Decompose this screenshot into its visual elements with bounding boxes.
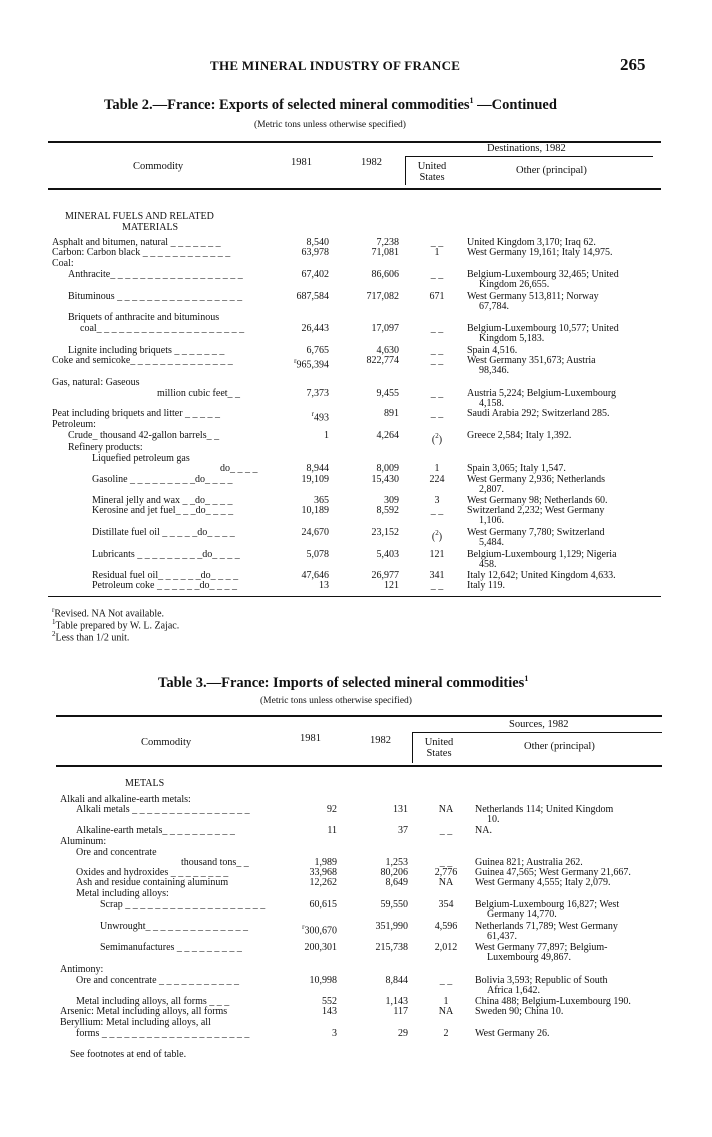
value-united-states: _ _ bbox=[439, 857, 453, 868]
value-1981: 7,373 bbox=[306, 388, 329, 399]
table3-footnote: See footnotes at end of table. bbox=[70, 1049, 187, 1060]
commodity-label: MINERAL FUELS AND RELATED bbox=[65, 211, 214, 222]
other-destination: 4,158. bbox=[479, 398, 504, 409]
other-destination: Kingdom 26,655. bbox=[479, 279, 550, 290]
other-destination: Belgium-Luxembourg 1,129; Nigeria bbox=[467, 549, 617, 560]
value-united-states: _ _ bbox=[430, 355, 444, 366]
value-united-states: 121 bbox=[429, 549, 445, 560]
value-1981: 1 bbox=[324, 430, 329, 441]
value-1981: 63,978 bbox=[301, 247, 329, 258]
value-1981: 687,584 bbox=[296, 291, 329, 302]
value-1982: 71,081 bbox=[371, 247, 399, 258]
other-destination: Belgium-Luxembourg 10,577; United bbox=[467, 323, 619, 334]
value-united-states: _ _ bbox=[430, 345, 444, 356]
other-destination: West Germany 98; Netherlands 60. bbox=[467, 495, 608, 506]
table2-title bbox=[104, 96, 557, 114]
value-1981: 552 bbox=[322, 996, 337, 1007]
other-destination: West Germany 2,936; Netherlands bbox=[467, 474, 606, 485]
value-1982: 351,990 bbox=[375, 921, 408, 932]
table2-title-suffix: —Continued bbox=[473, 96, 557, 113]
other-destination: Greece 2,584; Italy 1,392. bbox=[467, 430, 572, 441]
value-united-states: _ _ bbox=[439, 975, 453, 986]
table3-header-commodity: Commodity bbox=[141, 737, 192, 748]
other-destination: West Germany 4,555; Italy 2,079. bbox=[475, 877, 611, 888]
value-united-states: ($^2$) bbox=[431, 529, 443, 543]
table3-vrule bbox=[412, 733, 413, 763]
commodity-label: Asphalt and bitumen, natural _ _ _ _ _ _ _ bbox=[52, 237, 221, 248]
table3-subtitle: (Metric tons unless otherwise specified) bbox=[260, 696, 412, 706]
value-united-states: _ _ bbox=[430, 269, 444, 280]
other-destination: 61,437. bbox=[487, 931, 517, 942]
value-1981: 6,765 bbox=[306, 345, 329, 356]
value-1981: 143 bbox=[322, 1006, 337, 1017]
value-1981: 8,540 bbox=[306, 237, 329, 248]
table3-title-text: Table 3.—France: Imports of selected mineral commodities bbox=[158, 674, 525, 691]
value-united-states: _ _ bbox=[430, 388, 444, 399]
other-destination: Italy 12,642; United Kingdom 4,633. bbox=[467, 570, 616, 581]
commodity-label: Kerosine and jet fuel_ _ _do_ _ _ _ bbox=[92, 505, 234, 516]
value-1982: 1,253 bbox=[385, 857, 408, 868]
value-1982: 4,264 bbox=[376, 430, 399, 441]
table3-header-1981: 1981 bbox=[300, 733, 321, 744]
commodity-label: Alkali and alkaline-earth metals: bbox=[60, 794, 191, 805]
other-destination: Germany 14,770. bbox=[487, 909, 557, 920]
commodity-label: Oxides and hydroxides _ _ _ _ _ _ _ _ bbox=[76, 867, 229, 878]
other-destination: Italy 119. bbox=[467, 580, 505, 591]
table3-header-1982: 1982 bbox=[370, 735, 391, 746]
value-1981: 13 bbox=[319, 580, 329, 591]
other-destination: West Germany 19,161; Italy 14,975. bbox=[467, 247, 613, 258]
commodity-label: Petroleum: bbox=[52, 419, 96, 430]
commodity-label: Liquefied petroleum gas bbox=[92, 453, 190, 464]
other-destination: 1,106. bbox=[479, 515, 504, 526]
value-1981: 33,968 bbox=[309, 867, 337, 878]
commodity-label: Carbon: Carbon black _ _ _ _ _ _ _ _ _ _ _ _ bbox=[52, 247, 231, 258]
commodity-label: MATERIALS bbox=[122, 222, 179, 233]
table2-top-rule bbox=[48, 141, 661, 143]
commodity-label: Peat including briquets and litter _ _ _ _ _ bbox=[52, 408, 221, 419]
value-united-states: 224 bbox=[429, 474, 445, 485]
table2-subtitle: (Metric tons unless otherwise specified) bbox=[254, 120, 406, 130]
table2-vrule bbox=[405, 157, 406, 185]
value-united-states: 4,596 bbox=[434, 921, 458, 932]
value-united-states: _ _ bbox=[439, 825, 453, 836]
value-1982: 26,977 bbox=[371, 570, 399, 581]
commodity-label: Gas, natural: Gaseous bbox=[52, 377, 140, 388]
value-united-states: _ _ bbox=[430, 408, 444, 419]
value-1982: 7,238 bbox=[376, 237, 399, 248]
table3-group-header: Sources, 1982 bbox=[509, 719, 569, 730]
commodity-label: Anthracite_ _ _ _ _ _ _ _ _ _ _ _ _ _ _ _ _ _ bbox=[68, 269, 243, 280]
value-1982: 131 bbox=[393, 804, 408, 815]
table3-header-us-1: United bbox=[424, 737, 454, 748]
value-united-states: 1 bbox=[434, 247, 440, 258]
value-1982: 8,009 bbox=[376, 463, 399, 474]
table3-header-other: Other (principal) bbox=[524, 741, 595, 752]
other-destination: Spain 4,516. bbox=[467, 345, 518, 356]
commodity-label: Scrap _ _ _ _ _ _ _ _ _ _ _ _ _ _ _ _ _ _ _ bbox=[100, 899, 266, 910]
value-1981: 47,646 bbox=[301, 570, 329, 581]
other-destination: Netherlands 71,789; West Germany bbox=[475, 921, 618, 932]
value-1982: 80,206 bbox=[380, 867, 408, 878]
footnote: $^r$Revised. NA Not available. bbox=[52, 606, 165, 620]
value-1982: 23,152 bbox=[371, 527, 399, 538]
other-destination: Belgium-Luxembourg 16,827; West bbox=[475, 899, 620, 910]
commodity-label: Coke and semicoke_ _ _ _ _ _ _ _ _ _ _ _ _ _ bbox=[52, 355, 233, 366]
value-1981: 11 bbox=[327, 825, 337, 836]
value-united-states: NA bbox=[438, 1006, 454, 1017]
table3-header-us-2: States bbox=[426, 748, 452, 759]
value-united-states: _ _ bbox=[430, 323, 444, 334]
value-1982: 4,630 bbox=[376, 345, 399, 356]
value-1982: 8,592 bbox=[376, 505, 399, 516]
value-1982: 5,403 bbox=[376, 549, 399, 560]
value-1981: 1,989 bbox=[314, 857, 337, 868]
value-1982: 8,844 bbox=[385, 975, 408, 986]
commodity-label: Alkali metals _ _ _ _ _ _ _ _ _ _ _ _ _ _ _ _ bbox=[76, 804, 250, 815]
value-1982: 15,430 bbox=[371, 474, 399, 485]
other-destination: Guinea 821; Australia 262. bbox=[475, 857, 583, 868]
table2-header-us-1: United bbox=[417, 161, 447, 172]
commodity-label: Semimanufactures _ _ _ _ _ _ _ _ _ bbox=[100, 942, 242, 953]
value-1981: 5,078 bbox=[306, 549, 329, 560]
commodity-label: Refinery products: bbox=[68, 442, 143, 453]
commodity-label: Unwrought_ _ _ _ _ _ _ _ _ _ _ _ _ _ bbox=[100, 921, 249, 932]
table2-header-commodity: Commodity bbox=[133, 161, 184, 172]
value-1982: 215,738 bbox=[375, 942, 408, 953]
value-1982: 117 bbox=[393, 1006, 408, 1017]
commodity-label: Metal including alloys: bbox=[76, 888, 169, 899]
commodity-label: Lubricants _ _ _ _ _ _ _ _ _do_ _ _ _ bbox=[92, 549, 240, 560]
other-destination: Austria 5,224; Belgium-Luxembourg bbox=[467, 388, 616, 399]
value-united-states: 1 bbox=[443, 996, 449, 1007]
value-united-states: _ _ bbox=[430, 237, 444, 248]
table2-title-text: Table 2.—France: Exports of selected mineral commodities bbox=[104, 96, 470, 113]
value-united-states: 2 bbox=[443, 1028, 449, 1039]
value-1981: $^r$300,670 bbox=[302, 923, 337, 937]
table2-title-sup: 1 bbox=[469, 96, 474, 105]
value-1982: 9,455 bbox=[376, 388, 399, 399]
commodity-label: Residual fuel oil_ _ _ _ _ _do_ _ _ _ bbox=[92, 570, 239, 581]
value-1982: 59,550 bbox=[380, 899, 408, 910]
commodity-label: Briquets of anthracite and bituminous bbox=[68, 312, 220, 323]
value-1981: 26,443 bbox=[301, 323, 329, 334]
value-1982: 121 bbox=[384, 580, 399, 591]
value-1981: 8,944 bbox=[306, 463, 329, 474]
value-1982: 8,649 bbox=[385, 877, 408, 888]
value-1981: 60,615 bbox=[309, 899, 337, 910]
commodity-label: Antimony: bbox=[60, 964, 104, 975]
value-united-states: 354 bbox=[438, 899, 454, 910]
table3-group-rule bbox=[412, 732, 662, 733]
value-1981: $^r$965,394 bbox=[294, 357, 329, 371]
value-1982: 891 bbox=[384, 408, 399, 419]
footnote: $^1$Table prepared by W. L. Zajac. bbox=[52, 618, 180, 632]
value-united-states: _ _ bbox=[430, 505, 444, 516]
value-1982: 29 bbox=[398, 1028, 408, 1039]
commodity-label: do_ _ _ _ bbox=[220, 463, 258, 474]
other-destination: 67,784. bbox=[479, 301, 509, 312]
commodity-label: forms _ _ _ _ _ _ _ _ _ _ _ _ _ _ _ _ _ _ _ _ bbox=[76, 1028, 250, 1039]
value-1981: 24,670 bbox=[301, 527, 329, 538]
value-united-states: 2,012 bbox=[434, 942, 458, 953]
value-united-states: NA bbox=[438, 877, 454, 888]
table2-header-rule bbox=[48, 188, 661, 190]
commodity-label: Arsenic: Metal including alloys, all forms bbox=[60, 1006, 228, 1017]
value-united-states: NA bbox=[438, 804, 454, 815]
value-united-states: _ _ bbox=[430, 580, 444, 591]
table3-title bbox=[158, 674, 528, 692]
other-destination: Netherlands 114; United Kingdom bbox=[475, 804, 614, 815]
other-destination: Guinea 47,565; West Germany 21,667. bbox=[475, 867, 631, 878]
value-1982: 37 bbox=[398, 825, 408, 836]
value-united-states: 671 bbox=[429, 291, 445, 302]
other-destination: 458. bbox=[479, 559, 497, 570]
value-1981: 3 bbox=[332, 1028, 337, 1039]
value-1982: 717,082 bbox=[366, 291, 399, 302]
other-destination: Saudi Arabia 292; Switzerland 285. bbox=[467, 408, 610, 419]
value-1981: $^r$493 bbox=[311, 410, 329, 424]
table2-group-rule bbox=[405, 156, 653, 157]
table2-header-1982: 1982 bbox=[361, 157, 382, 168]
table3-header-rule bbox=[56, 765, 662, 767]
commodity-label: Lignite including briquets _ _ _ _ _ _ _ bbox=[68, 345, 225, 356]
footnote: $^2$Less than 1/2 unit. bbox=[52, 630, 130, 644]
commodity-label: Distillate fuel oil _ _ _ _ _do_ _ _ _ bbox=[92, 527, 235, 538]
value-united-states: 341 bbox=[429, 570, 445, 581]
other-destination: Belgium-Luxembourg 32,465; United bbox=[467, 269, 619, 280]
commodity-label: Alkaline-earth metals_ _ _ _ _ _ _ _ _ _ bbox=[76, 825, 235, 836]
other-destination: China 488; Belgium-Luxembourg 190. bbox=[475, 996, 631, 1007]
value-1981: 10,189 bbox=[301, 505, 329, 516]
commodity-label: coal_ _ _ _ _ _ _ _ _ _ _ _ _ _ _ _ _ _ _ _ bbox=[80, 323, 245, 334]
value-1982: 17,097 bbox=[371, 323, 399, 334]
other-destination: Switzerland 2,232; West Germany bbox=[467, 505, 605, 516]
table2-header-1981: 1981 bbox=[291, 157, 312, 168]
commodity-label: Gasoline _ _ _ _ _ _ _ _ _do_ _ _ _ bbox=[92, 474, 233, 485]
other-destination: 10. bbox=[487, 814, 500, 825]
other-destination: West Germany 7,780; Switzerland bbox=[467, 527, 605, 538]
other-destination: West Germany 513,811; Norway bbox=[467, 291, 599, 302]
value-1981: 365 bbox=[314, 495, 329, 506]
value-1981: 12,262 bbox=[309, 877, 337, 888]
page-number: 265 bbox=[620, 55, 646, 74]
other-destination: West Germany 77,897; Belgium- bbox=[475, 942, 608, 953]
table2-bottom-rule bbox=[48, 596, 661, 597]
commodity-label: Ash and residue containing aluminum bbox=[76, 877, 229, 888]
other-destination: 5,484. bbox=[479, 537, 504, 548]
table2-header-us-2: States bbox=[419, 172, 445, 183]
commodity-label: Coal: bbox=[52, 258, 74, 269]
value-1981: 200,301 bbox=[304, 942, 337, 953]
value-1982: 86,606 bbox=[371, 269, 399, 280]
value-united-states: 3 bbox=[434, 495, 440, 506]
commodity-label: Crude_ thousand 42-gallon barrels_ _ bbox=[68, 430, 220, 441]
table3-top-rule bbox=[56, 715, 662, 717]
value-1981: 67,402 bbox=[301, 269, 329, 280]
value-united-states: 1 bbox=[434, 463, 440, 474]
other-destination: 2,807. bbox=[479, 484, 504, 495]
commodity-label: thousand tons_ _ bbox=[181, 857, 249, 868]
other-destination: Kingdom 5,183. bbox=[479, 333, 545, 344]
value-united-states: 2,776 bbox=[434, 867, 458, 878]
value-1981: 19,109 bbox=[301, 474, 329, 485]
other-destination: Bolivia 3,593; Republic of South bbox=[475, 975, 608, 986]
other-destination: West Germany 26. bbox=[475, 1028, 550, 1039]
other-destination: Spain 3,065; Italy 1,547. bbox=[467, 463, 566, 474]
running-head: THE MINERAL INDUSTRY OF FRANCE bbox=[210, 58, 461, 73]
value-1981: 10,998 bbox=[309, 975, 337, 986]
commodity-label: Beryllium: Metal including alloys, all bbox=[60, 1017, 211, 1028]
value-1982: 1,143 bbox=[385, 996, 408, 1007]
commodity-label: METALS bbox=[125, 778, 165, 789]
other-destination: Africa 1,642. bbox=[487, 985, 541, 996]
commodity-label: Ore and concentrate bbox=[76, 847, 157, 858]
value-1982: 309 bbox=[384, 495, 399, 506]
table3-title-sup: 1 bbox=[524, 674, 529, 683]
commodity-label: Ore and concentrate _ _ _ _ _ _ _ _ _ _ _ bbox=[76, 975, 240, 986]
other-destination: United Kingdom 3,170; Iraq 62. bbox=[467, 237, 596, 248]
other-destination: NA. bbox=[475, 825, 492, 836]
table2-header-other: Other (principal) bbox=[516, 165, 587, 176]
table2-group-header: Destinations, 1982 bbox=[487, 143, 566, 154]
commodity-label: Metal including alloys, all forms _ _ _ bbox=[76, 996, 230, 1007]
commodity-label: Petroleum coke _ _ _ _ _ _do_ _ _ _ bbox=[92, 580, 237, 591]
value-1982: 822,774 bbox=[366, 355, 399, 366]
other-destination: Sweden 90; China 10. bbox=[475, 1006, 564, 1017]
value-1981: 92 bbox=[327, 804, 337, 815]
commodity-label: million cubic feet_ _ bbox=[157, 388, 241, 399]
other-destination: Luxembourg 49,867. bbox=[487, 952, 571, 963]
commodity-label: Bituminous _ _ _ _ _ _ _ _ _ _ _ _ _ _ _ _ _ bbox=[68, 291, 243, 302]
commodity-label: Aluminum: bbox=[60, 836, 107, 847]
value-united-states: ($^2$) bbox=[431, 432, 443, 446]
commodity-label: Mineral jelly and wax _ _do_ _ _ _ bbox=[92, 495, 233, 506]
other-destination: West Germany 351,673; Austria bbox=[467, 355, 596, 366]
other-destination: 98,346. bbox=[479, 365, 509, 376]
